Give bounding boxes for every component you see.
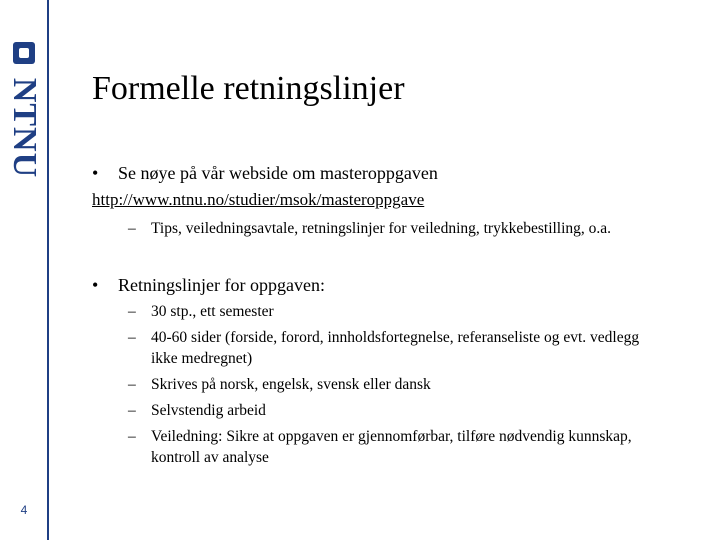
sub-item-2-1	[128, 301, 688, 322]
dash-marker: –	[128, 402, 136, 419]
bullet-item-2	[92, 274, 325, 296]
sub-item-2-2	[128, 327, 648, 369]
dash-marker: –	[128, 428, 136, 445]
bullet-marker: •	[92, 163, 99, 183]
sub-text: Skrives på norsk, engelsk, svensk eller dansk	[151, 376, 431, 393]
dash-marker: –	[128, 220, 136, 237]
slide-number: 4	[20, 503, 28, 517]
masteroppgave-link[interactable]: http://www.ntnu.no/studier/msok/masteroppgave	[92, 190, 425, 209]
dash-marker: –	[128, 376, 136, 393]
bullet-text-1: Se nøye på vår webside om masteroppgaven	[118, 163, 438, 183]
ntnu-logo	[2, 72, 46, 184]
sub-text: Tips, veiledningsavtale, retningslinjer for veiledning, trykkebestilling, o.a.	[151, 220, 612, 237]
sub-text: 30 stp., ett semester	[151, 303, 274, 320]
sub-item-2-3	[128, 374, 688, 395]
bullet-text-2: Retningslinjer for oppgaven:	[118, 275, 325, 295]
dash-marker: –	[128, 303, 136, 320]
ntnu-logo-text: NTNU	[6, 77, 43, 179]
ntnu-logo-icon	[13, 42, 35, 64]
sub-text: 40-60 sider (forside, forord, innholdsfortegnelse, referanseliste og evt. vedlegg ikke medregnet)	[151, 329, 640, 367]
sub-text: Selvstendig arbeid	[151, 402, 266, 419]
sub-item-1-1	[128, 218, 688, 239]
bullet-item-1	[92, 162, 438, 184]
sub-item-2-4	[128, 400, 688, 421]
slide-title: Formelle retningslinjer	[92, 70, 405, 107]
sub-text: Veiledning: Sikre at oppgaven er gjennomførbar, tilføre nødvendig kunnskap, kontroll av analyse	[151, 428, 632, 466]
dash-marker: –	[128, 329, 136, 346]
bullet-marker: •	[92, 275, 99, 295]
sidebar-divider	[47, 0, 49, 540]
sub-item-2-5	[128, 426, 648, 468]
